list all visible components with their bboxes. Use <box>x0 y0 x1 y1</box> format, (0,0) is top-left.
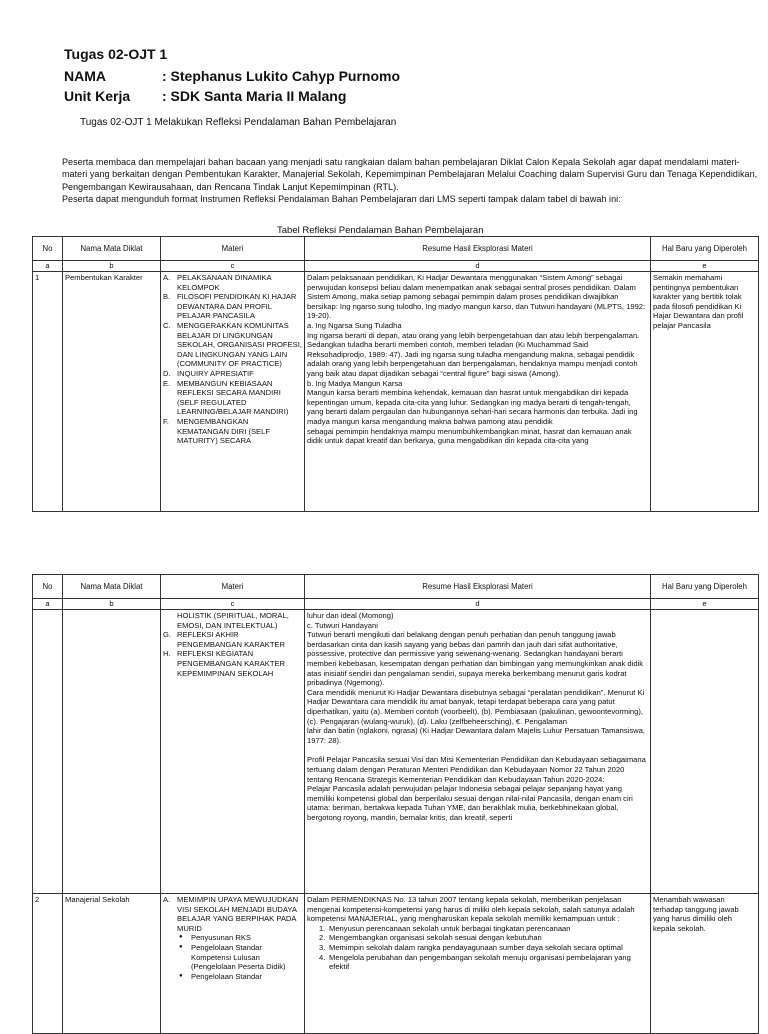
row-nama: Pembentukan Karakter <box>63 272 161 512</box>
letter-e: e <box>651 599 759 610</box>
resume-list-item: 1. Menyusun perencanaan sekolah untuk berbagai tingkatan perencanaan <box>319 923 571 933</box>
materi-item: A. PELAKSANAAN DINAMIKA KELOMPOK <box>163 273 272 292</box>
col-no: No <box>33 237 63 261</box>
letter-a: a <box>33 599 63 610</box>
materi-item: H. REFLEKSI KEGIATAN PENGEMBANGAN KARAKTER KEPEMIMPINAN SEKOLAH <box>163 649 286 678</box>
table-caption: Tabel Refleksi Pendalaman Bahan Pembelajaran <box>277 225 484 236</box>
intro-paragraph-1: Peserta membaca dan mempelajari bahan bacaan yang menjadi satu rangkaian dalam bahan pembelajaran Diklat Calon Kepala Sekolah agar dapat mendalami materi-materi yang berkaitan dengan Pembentukan Karakter, Manajerial Sekolah, Kepemimpinan Pembelajaran Melalui Coaching dalam Supervisi Guru dan Tenaga Kependidikan, Pengembangan Kewirausahaan, dan Rencana Tindak Lanjut Kepemimpinan (RTL). <box>62 157 758 192</box>
col-resume: Resume Hasil Eksplorasi Materi <box>305 237 651 261</box>
letter-c: c <box>161 599 305 610</box>
col-nama: Nama Mata Diklat <box>63 575 161 599</box>
resume-paragraph: Profil Pelajar Pancasila sesuai Visi dan Misi Kementerian Pendidikan dan Kebudayaan sebagaimana tertuang dalam dengan Peraturan Menteri Pendidikan dan Kebudayaan Nomor 22 Tahun 2020 tentang Rencana Strategis Kementerian Pendidikan dan Kebudayaan Tahun 2020-2024: <box>307 755 646 784</box>
resume-list-item: 2. Mengembangkan organisasi sekolah sesuai dengan kebutuhan <box>319 933 542 943</box>
letter-c: c <box>161 261 305 272</box>
task-subtitle: Tugas 02-OJT 1 Melakukan Refleksi Pendalaman Bahan Pembelajaran <box>80 117 397 128</box>
letter-d: d <box>305 599 651 610</box>
row-nama: Manajerial Sekolah <box>63 894 161 1034</box>
col-hal: Hal Baru yang Diperoleh <box>651 237 759 261</box>
resume-paragraph: b. Ing Madya Mangun Karsa <box>307 378 403 388</box>
materi-item: D. INQUIRY APRESIATIF <box>163 368 254 378</box>
letter-b: b <box>63 261 161 272</box>
unit-label: Unit Kerja <box>64 88 131 104</box>
materi-subitem: ● Penyusunan RKS <box>163 933 302 943</box>
resume-paragraph: Tutwuri berarti mengikuti dari belakang dengan penuh perhatian dan penuh tanggung jawab berdasarkan cinta dan kasih sayang yang bebas dari pamrih dan jauh dari sifat authoritative, possessive, protective dan permissive yang sewenang-wenang. Sedangkan handayani berarti memberi kebebasan, kesempatan dengan perhatian dan bimbingan yang memungkinkan anak didik atas inisiatif sendiri dan pengalaman sendiri, supaya mereka berkembang menurut garis kodrat pribadinya (Ngemong). <box>307 630 644 688</box>
resume-list-item: 4. Mengelola perubahan dan pengembangan sekolah menuju organisasi pembelajaran yang efektif <box>319 952 631 972</box>
table-row <box>33 272 759 512</box>
materi-subitem: ● Pengelolaan Standar <box>163 972 302 982</box>
col-materi: Materi <box>161 237 305 261</box>
col-no: No <box>33 575 63 599</box>
row-no <box>33 610 63 894</box>
unit-line <box>64 86 346 107</box>
resume-paragraph: Dalam PERMENDIKNAS No. 13 tahun 2007 tentang kepala sekolah, memberikan penjelasan mengenai kompetensi-kompetensi yang harus di miliki oleh kepala sekolah, salah satunya adalah kompetensi MANAJERIAL, yang mengharuskan kepala sekolah memiliki kemampuan untuk : <box>307 895 635 924</box>
resume-paragraph: Cara mendidik menurut Ki Hadjar Dewantara disebutnya sebagai “peralatan pendidikan”. Menurut Ki Hadjar Dewantara cara mendidik itu amat banyak, tetapi terdapat beberapa cara yang patut diperhatikan, yaitu (a). Memberi contoh (voorbeelt), (b). Pembiasaan (pakulinan, gewoontevorming), (c). Pengajaran (wulang-wuruk), (d). Laku (zelfbeheersching), €. Pengalaman <box>307 687 645 726</box>
resume-spacer <box>307 745 648 755</box>
reflection-table-1 <box>32 236 759 512</box>
row-hal: Semakin memahami pentingnya pembentukan karakter yang bertitik tolak pada filosofi pendidikan Ki Hajar Dewantara dan profil pelajar Pancasila <box>651 272 759 512</box>
resume-paragraph: lahir dan batin (nglakoni, ngrasa) (Ki Hadjar Dewantara dalam Majelis Luhur Persatuan Tamansiswa, 1977: 28). <box>307 726 645 745</box>
resume-paragraph: Dalam pelaksanaan pendidikan, Ki Hadjar Dewantara menggunakan “Sistem Among” sebagai perwujudan konsepsi beliau dalam menempatkan anak sebagai sentral proses pendidikan. Dalam Sistem Among, maka setiap pamong sebagai pemimpin dalam proses pendidikan diwajibkan bersikap: Ing ngarso sung tulodho, Ing madyo mangun karso, dan Tutwuri handayani (MLPTS, 1992: 19-20). <box>307 273 646 321</box>
row-nama <box>63 610 161 894</box>
row-no: 2 <box>33 894 63 1034</box>
materi-item: C. MENGGERAKKAN KOMUNITAS BELAJAR DI LINGKUNGAN SEKOLAH, ORGANISASI PROFESI, DAN LINGKUNGAN YANG LAIN (COMMUNITY OF PRACTICE) <box>163 320 302 369</box>
intro-paragraph-2: Peserta dapat mengunduh format Instrumen Refleksi Pendalaman Bahan Pembelajaran dari LMS seperti tampak dalam tabel di bawah ini: <box>62 193 621 204</box>
resume-paragraph: Mangun karsa berarti membina kehendak, kemauan dan hasrat untuk mengabdikan diri kepada kepentingan umum, kepada cita-cita yang luhur. Sedangkan ing madya berarti di tengah-tengah, yang berarti dalam pergaulan dan hubungannya sehari-hari secara harmonis dan terbuka. Jadi ing madya mangun karsa mengandung makna bahwa pamong atau pendidik <box>307 388 638 426</box>
letter-b: b <box>63 599 161 610</box>
nama-value: : Stephanus Lukito Cahyp Purnomo <box>162 68 401 84</box>
materi-item: F. MENGEMBANGKAN KEMATANGAN DIRI (SELF MATURITY) SECARA <box>163 416 270 446</box>
resume-paragraph: a. Ing Ngarsa Sung Tuladha <box>307 320 402 330</box>
resume-paragraph: sebagai pemimpin hendaknya mampu menumbuhkembangkan minat, hasrat dan kemauan anak didik untuk dapat kreatif dan berkarya, guna mengabdikan diri kepada cita-cita yang <box>307 426 632 446</box>
materi-item: B. FILOSOFI PENDIDIKAN KI HAJAR DEWANTARA DAN PROFIL PELAJAR PANCASILA <box>163 292 297 321</box>
row-hal <box>651 610 759 894</box>
reflection-table-2 <box>32 574 759 1034</box>
row-no: 1 <box>33 272 63 512</box>
letter-e: e <box>651 261 759 272</box>
row-resume <box>305 894 651 1034</box>
row-materi <box>161 894 305 1034</box>
resume-paragraph: Ing ngarsa berarti di depan, atau orang yang lebih berpengetahuan dan atau lebih berpengalaman. Sedangkan tuladha berarti memberi contoh, memberi teladan (Ki Muchammad Said Reksohadiprodjo, 1989: 47). Jadi ing ngarsa sung tuladha mengandung makna, sebagai pendidik adalah orang yang lebih berpengetahuan dan berpengalaman, hendaknya mampu menjadi contoh yang baik atau dapat dijadikan sebagai “central figure” bagi siswa (Among). <box>307 330 640 378</box>
letter-a: a <box>33 261 63 272</box>
intro-text <box>62 156 762 205</box>
table-row <box>33 894 759 1034</box>
col-hal: Hal Baru yang Diperoleh <box>651 575 759 599</box>
row-resume <box>305 272 651 512</box>
letter-d: d <box>305 261 651 272</box>
row-resume <box>305 610 651 894</box>
row-hal: Menambah wawasan terhadap tanggung jawab yang harus dimiliki oleh kepala sekolah. <box>651 894 759 1034</box>
col-nama: Nama Mata Diklat <box>63 237 161 261</box>
col-materi: Materi <box>161 575 305 599</box>
resume-paragraph: Pelajar Pancasila adalah perwujudan pelajar Indonesia sebagai pelajar sepanjang hayat yang memiliki kompetensi global dan berperilaku sesuai dengan nilai-nilai Pancasila, dengan enam ciri utama: beriman, bertakwa kepada Tuhan YME, dan berakhlak mulia, berkebhinekaan global, bergotong royong, mandiri, bernalar kritis, dan kreatif, seperti <box>307 784 633 822</box>
materi-item: E. MEMBANGUN KEBIASAAN REFLEKSI SECARA MANDIRI (SELF REGULATED LEARNING/BELAJAR MANDIRI) <box>163 378 289 417</box>
table-row <box>33 610 759 894</box>
resume-paragraph: luhur dan ideal (Momong) <box>307 611 394 620</box>
materi-item: G. REFLEKSI AKHIR PENGEMBANGAN KARAKTER <box>163 630 286 649</box>
resume-paragraph: c. Tutwuri Handayani <box>307 620 378 630</box>
nama-label: NAMA <box>64 68 106 84</box>
row-materi <box>161 610 305 894</box>
row-materi <box>161 272 305 512</box>
unit-value: : SDK Santa Maria II Malang <box>162 88 347 104</box>
doc-title: Tugas 02-OJT 1 <box>64 46 168 62</box>
materi-item: HOLISTIK (SPIRITUAL, MORAL, EMOSI, DAN INTELEKTUAL) <box>177 611 289 630</box>
resume-list-item: 3. Memimpin sekolah dalam rangka pendayagunaan sumber daya sekolah secara optimal <box>319 942 623 952</box>
col-resume: Resume Hasil Eksplorasi Materi <box>305 575 651 599</box>
materi-item: A. MEMIMPIN UPAYA MEWUJUDKAN VISI SEKOLAH MENJADI BUDAYA BELAJAR YANG BERPIHAK PADA MURID <box>163 895 299 933</box>
materi-subitem: ● Pengelolaan Standar Kompetensi Lulusan (Pengelolaan Peserta Didik) <box>163 943 302 972</box>
nama-line <box>64 66 400 87</box>
